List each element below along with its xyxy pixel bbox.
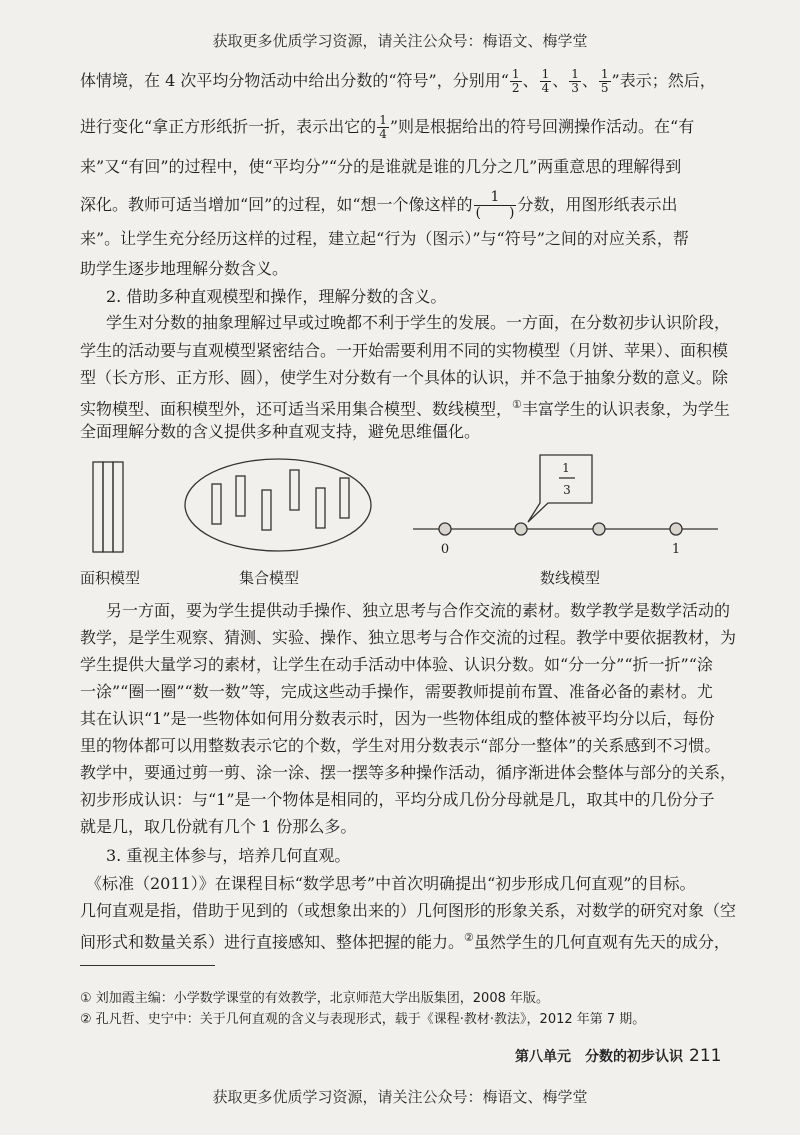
p1-line6: 助学生逐步地理解分数含义。: [80, 259, 289, 278]
section-heading-2: 2. 借助多种直观模型和操作，理解分数的含义。: [106, 287, 447, 306]
callout-numerator: 1: [562, 461, 570, 475]
p3-line1: 另一方面，要为学生提供动手操作、独立思考与合作交流的素材。数学教学是数学活动的: [106, 601, 731, 620]
callout-denominator: 3: [563, 483, 571, 497]
p1-line1-text-a: 体情境，在 4 次平均分物活动中给出分数的“符号”，分别用“: [80, 71, 509, 90]
footnote-ref-2: ②: [464, 931, 474, 944]
separator: 、: [552, 71, 569, 90]
fraction-denominator: 3: [571, 81, 579, 95]
fraction-numerator: 1: [541, 67, 550, 81]
area-model-diagram: [93, 462, 123, 552]
p1-line2-text-a: 进行变化“拿正方形纸折一折，表示出它的: [80, 117, 377, 136]
number-line-point: [670, 523, 682, 535]
p3-line3: 学生提供大量学习的素材，让学生在动手活动中体验、认识分数。如“分一分”“折一折”“涂: [80, 655, 713, 674]
set-item: [212, 484, 221, 524]
p1-line4-text-a: 深化。教师可适当增加“回”的过程，如“想一个像这样的: [80, 195, 473, 214]
watermark-header: 获取更多优质学习资源，请关注公众号：梅语文、梅学堂: [212, 32, 588, 50]
fraction-numerator: 1: [474, 190, 517, 206]
p1-line1-text-b: ”表示；然后，: [611, 71, 716, 90]
set-item: [262, 490, 271, 530]
p2-line4-text-b: 丰富学生的认识表象，为学生: [521, 399, 730, 419]
p1-line2: [80, 114, 694, 141]
p4-line3-text-b: 虽然学生的几何直观有先天的成分，: [473, 932, 730, 952]
p4-line3-text-a: 间形式和数量关系）进行直接感知、整体把握的能力。: [80, 932, 465, 952]
set-item: [236, 476, 245, 516]
area-strip: [93, 462, 103, 552]
callout-box: [528, 455, 592, 522]
footnote-ref-1: ①: [512, 398, 522, 411]
footnote-2: ② 孔凡哲、史宁中：关于几何直观的含义与表现形式，载于《课程·教材·教法》，2012 年第 7 期。: [80, 1012, 646, 1027]
p4-line3: [80, 927, 730, 953]
p4-line2: 几何直观是指，借助于见到的（或想象出来的）几何图形的形象关系，对数学的研究对象（空: [80, 901, 737, 920]
p2-line3: 型（长方形、正方形、圆），使学生对分数有一个具体的认识，并不急于抽象分数的意义。除: [80, 368, 729, 387]
separator: 、: [581, 71, 598, 90]
number-line-label-0: 0: [440, 542, 450, 557]
fraction-1-3: [569, 68, 581, 95]
page-number: 211: [689, 1046, 722, 1066]
fraction-denominator: ( ): [475, 205, 515, 221]
fraction-denominator: 4: [379, 127, 387, 141]
p1-line4-text-b: 分数，用图形纸表示出: [517, 195, 678, 214]
p2-line1: 学生对分数的抽象理解过早或过晚都不利于学生的发展。一方面，在分数初步认识阶段，: [106, 313, 731, 332]
fraction-denominator: 2: [511, 81, 520, 95]
set-model-diagram: [185, 459, 371, 551]
fraction-1-4-inline: [377, 114, 389, 141]
running-footer: [515, 1046, 721, 1066]
footnote-1: ① 刘加霞主编：小学数学课堂的有效教学，北京师范大学出版集团，2008 年版。: [80, 991, 550, 1006]
p4-line1: 《标准（2011）》在课程目标“数学思考”中首次明确提出“初步形成几何直观”的目标。: [86, 874, 696, 893]
number-line-point: [439, 523, 451, 535]
set-item: [290, 470, 299, 510]
p2-line5: 全面理解分数的含义提供多种直观支持，避免思维僵化。: [80, 422, 481, 441]
set-item: [316, 488, 325, 528]
fraction-numerator: 1: [571, 67, 579, 81]
p3-line5: 其在认识“1”是一些物体如何用分数表示时，因为一些物体组成的整体被平均分以后，每份: [80, 709, 715, 728]
p1-line2-text-b: ”则是根据给出的符号回溯操作活动。在“有: [389, 117, 695, 136]
caption-set-model: 集合模型: [239, 569, 300, 587]
area-strip: [103, 462, 113, 552]
fraction-numerator: 1: [379, 113, 387, 127]
p2-line4-text-a: 实物模型、面积模型外，还可适当采用集合模型、数线模型，: [80, 399, 513, 419]
fraction-denominator: 4: [541, 81, 550, 95]
fraction-denominator: 5: [600, 81, 609, 95]
p3-line7: 教学中，要通过剪一剪、涂一涂、摆一摆等多种操作活动，循序渐进体会整体与部分的关系，: [80, 763, 737, 782]
set-ellipse: [185, 459, 371, 551]
p2-line2: 学生的活动要与直观模型紧密结合。一开始需要利用不同的实物模型（月饼、苹果）、面积模: [80, 341, 729, 360]
p3-line4: 一涂”“圈一圈”“数一数”等，完成这些动手操作，需要教师提前布置、准备必备的素材。尤: [80, 682, 713, 701]
separator: 、: [522, 71, 539, 90]
fraction-1-5: [599, 68, 611, 95]
p3-line6: 里的物体都可以用整数表示它的个数，学生对用分数表示“部分一整体”的关系感到不习惯。: [80, 736, 721, 755]
fraction-1-2: [510, 68, 522, 95]
chapter-title: 第八单元 分数的初步认识: [515, 1049, 683, 1065]
p3-line9: 就是几，取几份就有几个 1 份那么多。: [80, 817, 357, 836]
fraction-numerator: 1: [511, 67, 520, 81]
section-heading-3: 3. 重视主体参与，培养几何直观。: [106, 846, 351, 865]
p1-line1: [80, 68, 716, 95]
number-line-label-1: 1: [671, 542, 681, 557]
set-item: [340, 478, 349, 518]
p3-line8: 初步形成认识：与“1”是一个物体是相同的，平均分成几份分母就是几，取其中的几份分子: [80, 790, 715, 809]
caption-number-line-model: 数线模型: [540, 569, 601, 587]
caption-area-model: 面积模型: [80, 569, 141, 587]
p1-line4: [80, 190, 678, 221]
number-line-point: [593, 523, 605, 535]
p1-line3: 来”又“有回”的过程中，使“平均分”“分的是谁就是谁的几分之几”两重意思的理解得到: [80, 157, 682, 176]
number-line-point: [515, 523, 527, 535]
p3-line2: 教学，是学生观察、猜测、实验、操作、独立思考与合作交流的过程。教学中要依据教材，为: [80, 628, 737, 647]
watermark-footer: 获取更多优质学习资源，请关注公众号：梅语文、梅学堂: [212, 1088, 588, 1106]
fraction-1-4: [540, 68, 552, 95]
p1-line5: 来”。让学生充分经历这样的过程，建立起“行为（图示）”与“符号”之间的对应关系，帮: [80, 229, 689, 248]
p2-line4: [80, 394, 730, 420]
fraction-blank: [474, 190, 517, 221]
area-strip: [113, 462, 123, 552]
fraction-numerator: 1: [600, 67, 609, 81]
footnote-divider: [80, 965, 215, 966]
